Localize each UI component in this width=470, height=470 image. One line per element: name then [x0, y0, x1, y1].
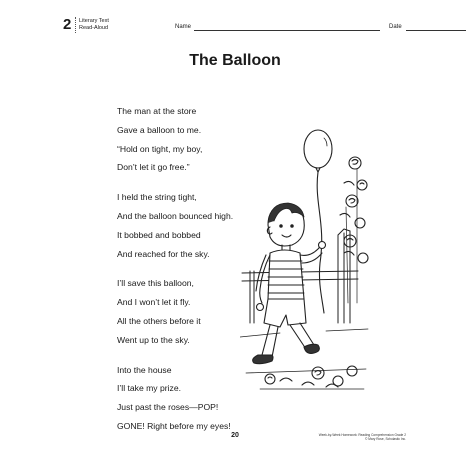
poem-line: Into the house	[117, 364, 172, 375]
date-field[interactable]	[406, 30, 466, 31]
poem-line: The man at the store	[117, 106, 197, 116]
name-label: Name	[175, 24, 192, 30]
unit-number: 2	[63, 16, 72, 33]
poem-line: I held the string tight,	[117, 192, 197, 203]
credit-line: Week-by-Week Homework: Reading Comprehension Grade 2	[318, 433, 406, 437]
unit-label-line2: Read-Aloud	[79, 24, 109, 31]
poem-line: Went up to the sky.	[117, 334, 190, 345]
page-number: 20	[231, 432, 239, 439]
unit-divider	[75, 17, 76, 33]
poem-line: I’ll take my prize.	[117, 383, 181, 394]
poem-line: GONE! Right before my eyes!	[117, 420, 231, 431]
date-label: Date	[389, 24, 402, 30]
poem-title: The Balloon	[189, 52, 281, 69]
poem-line: I’ll save this balloon,	[117, 278, 194, 289]
unit-label	[79, 18, 109, 31]
header	[63, 17, 407, 33]
ground-icon	[240, 329, 368, 373]
unit-label-line1: Literary Text	[79, 18, 109, 24]
poem-line: Gave a balloon to me.	[117, 124, 202, 135]
copyright-credit	[319, 433, 406, 441]
balloon-icon	[304, 130, 332, 313]
boy-with-balloon-illustration	[240, 123, 370, 393]
poem-line: Don’t let it go free.”	[117, 162, 190, 173]
poem-line: Just past the roses—POP!	[117, 402, 219, 413]
poem-line: And reached for the sky.	[117, 248, 210, 259]
poem-line: All the others before it	[117, 315, 201, 326]
poem-line: “Hold on tight, my boy,	[117, 143, 203, 154]
poem-line: And I won’t let it fly.	[117, 297, 191, 308]
boy-icon	[253, 203, 326, 364]
credit-line: © Mary Rose, Scholastic Inc.	[365, 437, 406, 441]
name-field[interactable]	[194, 30, 380, 31]
poem-line: And the balloon bounced high.	[117, 210, 234, 221]
poem-line: It bobbed and bobbed	[117, 229, 201, 240]
